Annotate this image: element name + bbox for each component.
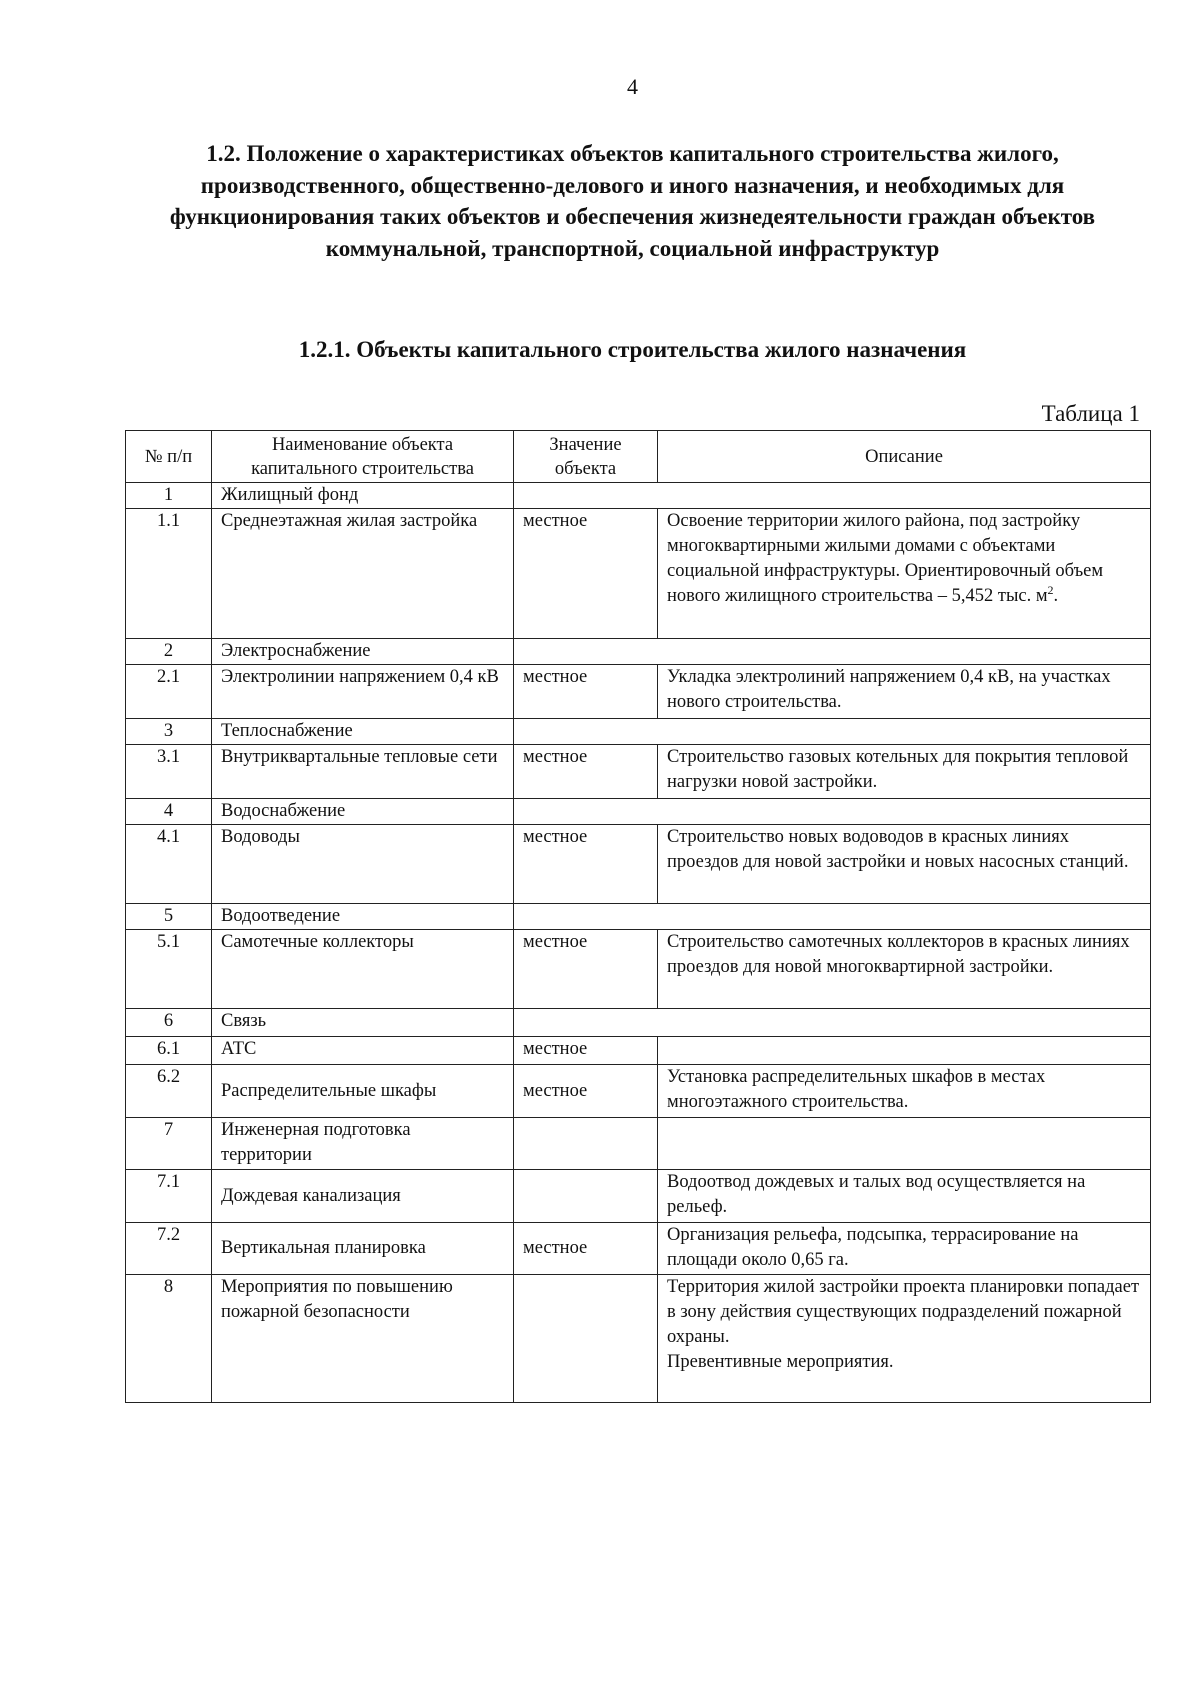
row-significance xyxy=(514,1275,658,1403)
table-row xyxy=(126,1275,1151,1403)
row-num: 6 xyxy=(126,1009,212,1037)
row-empty xyxy=(514,1009,1151,1037)
table-row xyxy=(126,483,1151,509)
row-description-end: . xyxy=(1053,586,1059,606)
row-num: 2 xyxy=(126,639,212,665)
table-row xyxy=(126,1065,1151,1118)
row-num: 4.1 xyxy=(126,825,212,904)
row-description-text: Территория жилой застройки проекта планировки попадает в зону действия существующих подразделений пожарной охраны. xyxy=(667,1277,1140,1347)
row-num: 6.2 xyxy=(126,1065,212,1118)
row-empty xyxy=(514,483,1151,509)
table-row xyxy=(126,509,1151,639)
row-name: Водоводы xyxy=(212,825,514,904)
row-name: Электроснабжение xyxy=(212,639,514,665)
row-name: Распределительные шкафы xyxy=(212,1065,514,1118)
row-name: Вертикальная планировка xyxy=(212,1223,514,1275)
row-description xyxy=(658,1118,1151,1170)
row-num: 5 xyxy=(126,904,212,930)
table-row xyxy=(126,825,1151,904)
row-description: Установка распределительных шкафов в местах многоэтажного строительства. xyxy=(658,1065,1151,1118)
row-num: 3 xyxy=(126,719,212,745)
row-significance: местное xyxy=(514,665,658,719)
row-description: Строительство газовых котельных для покрытия тепловой нагрузки новой застройки. xyxy=(658,745,1151,799)
table-row xyxy=(126,639,1151,665)
row-name: Теплоснабжение xyxy=(212,719,514,745)
row-num: 1 xyxy=(126,483,212,509)
row-description-superscript: 2 xyxy=(1047,582,1054,597)
row-name: Связь xyxy=(212,1009,514,1037)
row-name: АТС xyxy=(212,1037,514,1065)
row-name: Внутриквартальные тепловые сети xyxy=(212,745,514,799)
row-significance xyxy=(514,1118,658,1170)
row-empty xyxy=(514,904,1151,930)
row-name: Мероприятия по повышению пожарной безопасности xyxy=(212,1275,514,1403)
row-description xyxy=(658,509,1151,639)
row-description xyxy=(658,1275,1151,1403)
row-num: 6.1 xyxy=(126,1037,212,1065)
row-significance xyxy=(514,1170,658,1223)
table-caption: Таблица 1 xyxy=(1041,401,1140,426)
table-row xyxy=(126,930,1151,1009)
table-row xyxy=(126,904,1151,930)
table-row xyxy=(126,1170,1151,1223)
table-row xyxy=(126,1009,1151,1037)
row-description-text-2: Превентивные мероприятия. xyxy=(667,1352,894,1372)
table-row xyxy=(126,1037,1151,1065)
row-description: Водоотвод дождевых и талых вод осуществляется на рельеф. xyxy=(658,1170,1151,1223)
row-description: Укладка электролиний напряжением 0,4 кВ, на участках нового строительства. xyxy=(658,665,1151,719)
row-name: Среднеэтажная жилая застройка xyxy=(212,509,514,639)
row-name: Инженерная подготовка территории xyxy=(212,1118,514,1170)
row-num: 2.1 xyxy=(126,665,212,719)
row-significance: местное xyxy=(514,930,658,1009)
row-num: 1.1 xyxy=(126,509,212,639)
header-description: Описание xyxy=(658,431,1151,483)
row-name: Водоснабжение xyxy=(212,799,514,825)
row-significance: местное xyxy=(514,509,658,639)
table-row xyxy=(126,719,1151,745)
row-significance: местное xyxy=(514,745,658,799)
row-significance: местное xyxy=(514,1037,658,1065)
row-num: 7.1 xyxy=(126,1170,212,1223)
row-name: Самотечные коллекторы xyxy=(212,930,514,1009)
table-row xyxy=(126,665,1151,719)
row-num: 7.2 xyxy=(126,1223,212,1275)
table-header-row xyxy=(126,431,1151,483)
row-num: 5.1 xyxy=(126,930,212,1009)
header-significance: Значение объекта xyxy=(514,431,658,483)
table-row xyxy=(126,1118,1151,1170)
row-description xyxy=(658,1037,1151,1065)
subsection-title: 1.2.1. Объекты капитального строительства жилого назначения xyxy=(298,337,967,362)
row-significance: местное xyxy=(514,1223,658,1275)
row-num: 7 xyxy=(126,1118,212,1170)
row-name: Жилищный фонд xyxy=(212,483,514,509)
row-significance: местное xyxy=(514,825,658,904)
row-description: Строительство самотечных коллекторов в красных линиях проездов для новой многоквартирной застройки. xyxy=(658,930,1151,1009)
row-significance: местное xyxy=(514,1065,658,1118)
table-row xyxy=(126,1223,1151,1275)
table-row xyxy=(126,745,1151,799)
row-num: 4 xyxy=(126,799,212,825)
row-name: Дождевая канализация xyxy=(212,1170,514,1223)
table-row xyxy=(126,799,1151,825)
row-name: Электролинии напряжением 0,4 кВ xyxy=(212,665,514,719)
row-description-text: Освоение территории жилого района, под застройку многоквартирными жилыми домами с объектами социальной инфраструктуры. Ориентировочный объем нового жилищного строительства – 5,452 тыс. м xyxy=(667,511,1104,606)
objects-table xyxy=(125,430,1151,1403)
row-empty xyxy=(514,799,1151,825)
row-num: 3.1 xyxy=(126,745,212,799)
section-title: 1.2. Положение о характеристиках объектов капитального строительства жилого, производственного, общественно-делового и иного назначения, и необходимых для функционирования таких объектов и обеспечения жизнедеятельности граждан объектов коммунальной, транспортной, социальной инфраструктур xyxy=(169,141,1096,261)
row-num: 8 xyxy=(126,1275,212,1403)
header-name: Наименование объекта капитального строительства xyxy=(212,431,514,483)
row-empty xyxy=(514,719,1151,745)
row-empty xyxy=(514,639,1151,665)
row-name: Водоотведение xyxy=(212,904,514,930)
row-description: Организация рельефа, подсыпка, террасирование на площади около 0,65 га. xyxy=(658,1223,1151,1275)
row-description: Строительство новых водоводов в красных линиях проездов для новой застройки и новых насосных станций. xyxy=(658,825,1151,904)
header-num: № п/п xyxy=(126,431,212,483)
page-number: 4 xyxy=(627,74,638,99)
